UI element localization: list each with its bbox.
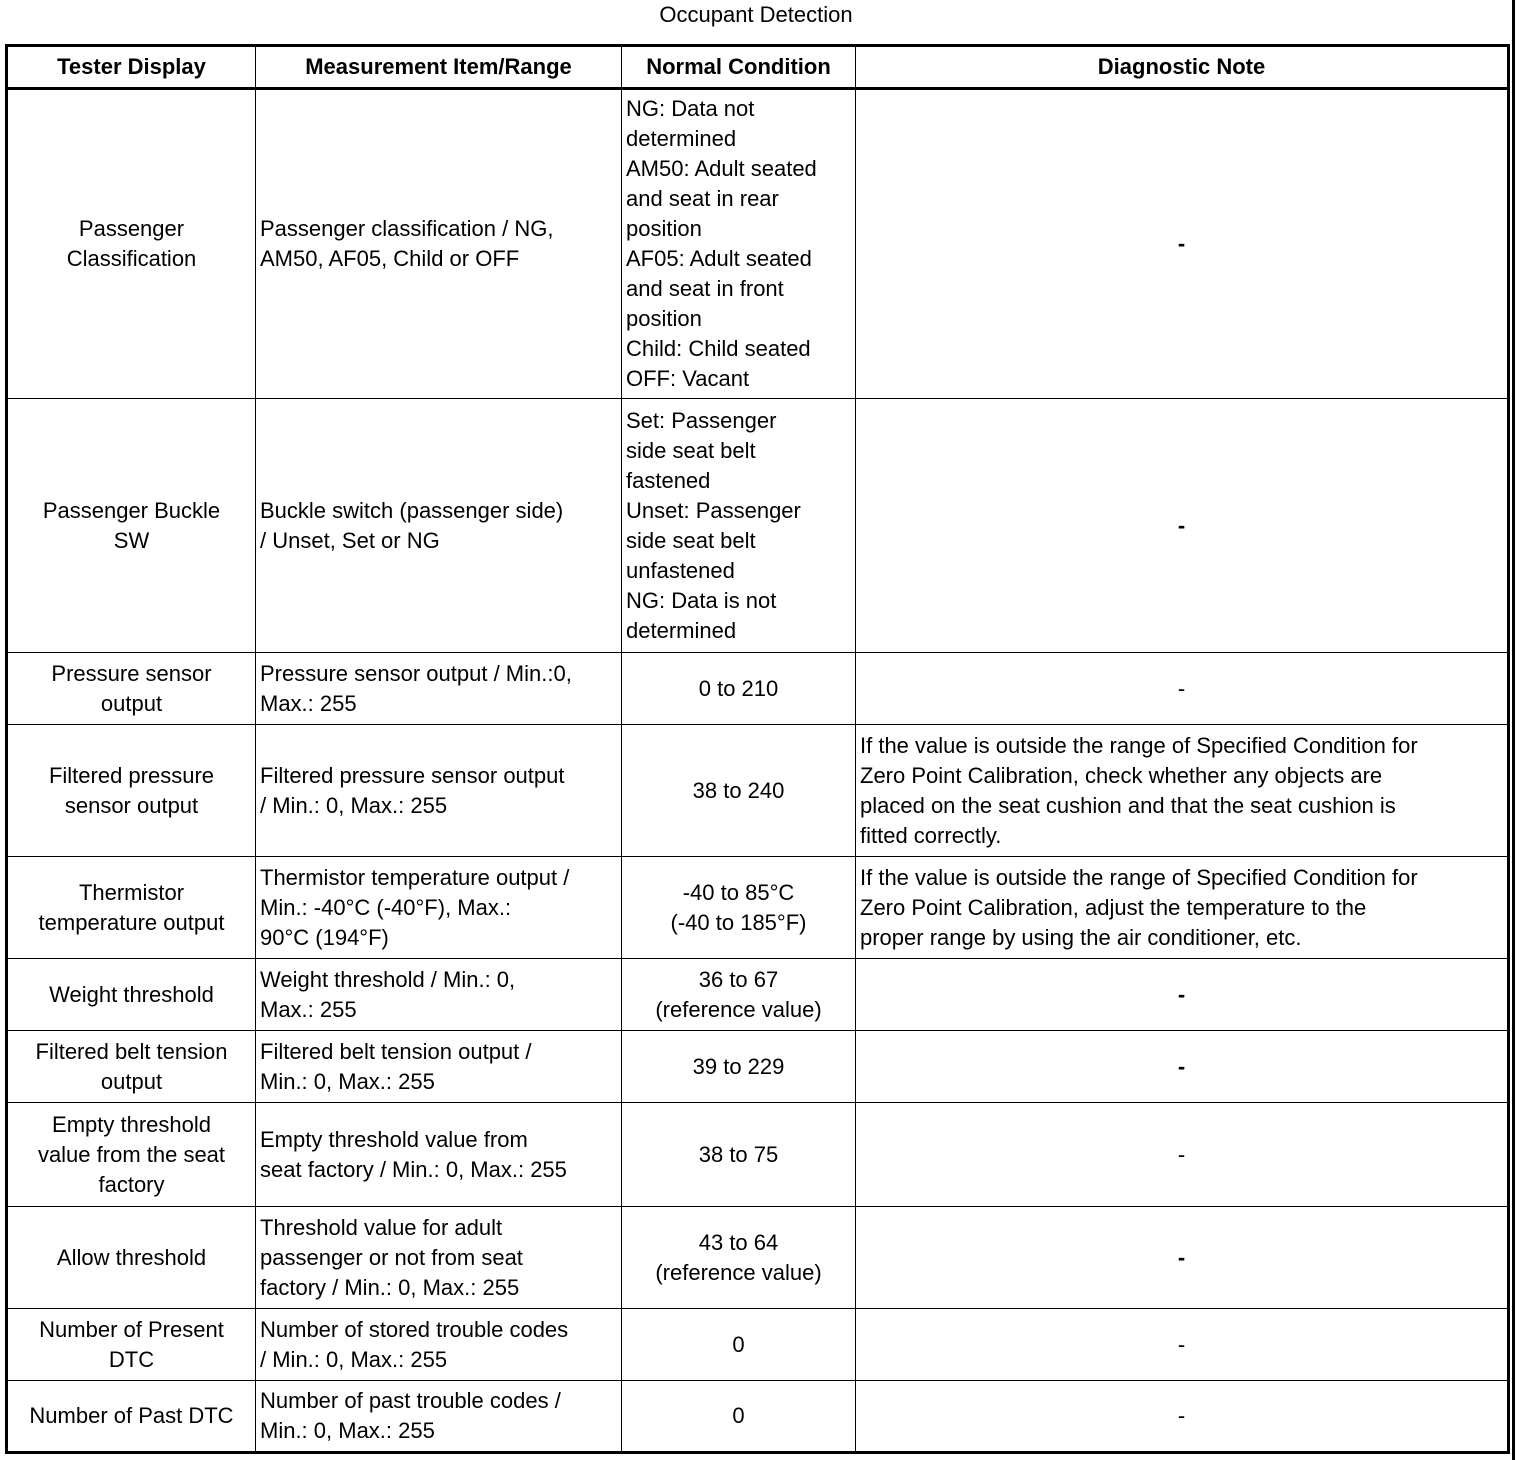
cell-tester-display: Number of Past DTC [7, 1381, 256, 1453]
cell-tester-display: Thermistor temperature output [7, 857, 256, 959]
cell-tester-display: Empty threshold value from the seat factory [7, 1103, 256, 1207]
cell-measurement: Number of stored trouble codes / Min.: 0, Max.: 255 [256, 1309, 622, 1381]
table-header-row [7, 46, 1509, 89]
cell-diagnostic-note: - [856, 653, 1509, 725]
cell-tester-display: Number of Present DTC [7, 1309, 256, 1381]
cell-normal-condition: 43 to 64 (reference value) [622, 1207, 856, 1309]
header-normal-condition: Normal Condition [622, 46, 856, 89]
cell-diagnostic-note: If the value is outside the range of Specified Condition for Zero Point Calibration, check whether any objects are placed on the seat cushion and that the seat cushion is fitted correctly. [856, 725, 1509, 857]
page-title: Occupant Detection [659, 2, 853, 27]
table-row [7, 959, 1509, 1031]
cell-tester-display: Filtered belt tension output [7, 1031, 256, 1103]
cell-measurement: Passenger classification / NG, AM50, AF05, Child or OFF [256, 89, 622, 399]
cell-diagnostic-note: - [856, 1103, 1509, 1207]
cell-tester-display: Allow threshold [7, 1207, 256, 1309]
table-row [7, 1207, 1509, 1309]
table-row [7, 1103, 1509, 1207]
cell-measurement: Filtered belt tension output / Min.: 0, Max.: 255 [256, 1031, 622, 1103]
table-row [7, 89, 1509, 399]
cell-measurement: Threshold value for adult passenger or not from seat factory / Min.: 0, Max.: 255 [256, 1207, 622, 1309]
cell-tester-display: Weight threshold [7, 959, 256, 1031]
cell-diagnostic-note: - [856, 1207, 1509, 1309]
cell-normal-condition: -40 to 85°C (-40 to 185°F) [622, 857, 856, 959]
cell-normal-condition: Set: Passenger side seat belt fastened Unset: Passenger side seat belt unfastened NG: Data is not determined [622, 399, 856, 653]
cell-measurement: Thermistor temperature output / Min.: -40°C (-40°F), Max.: 90°C (194°F) [256, 857, 622, 959]
header-tester-display: Tester Display [7, 46, 256, 89]
cell-normal-condition: 0 to 210 [622, 653, 856, 725]
cell-measurement: Filtered pressure sensor output / Min.: 0, Max.: 255 [256, 725, 622, 857]
cell-diagnostic-note: - [856, 399, 1509, 653]
header-diagnostic-note: Diagnostic Note [856, 46, 1509, 89]
cell-normal-condition: 0 [622, 1381, 856, 1453]
cell-diagnostic-note: - [856, 89, 1509, 399]
cell-normal-condition: NG: Data not determined AM50: Adult seated and seat in rear position AF05: Adult seated and seat in front position Child: Child seated OFF: Vacant [622, 89, 856, 399]
cell-tester-display: Pressure sensor output [7, 653, 256, 725]
cell-normal-condition: 39 to 229 [622, 1031, 856, 1103]
cell-diagnostic-note: - [856, 1031, 1509, 1103]
cell-measurement: Weight threshold / Min.: 0, Max.: 255 [256, 959, 622, 1031]
cell-measurement: Empty threshold value from seat factory / Min.: 0, Max.: 255 [256, 1103, 622, 1207]
table-row [7, 725, 1509, 857]
table-row [7, 653, 1509, 725]
table-row [7, 1031, 1509, 1103]
cell-normal-condition: 38 to 75 [622, 1103, 856, 1207]
table-row [7, 1309, 1509, 1381]
cell-diagnostic-note: If the value is outside the range of Specified Condition for Zero Point Calibration, adjust the temperature to the proper range by using the air conditioner, etc. [856, 857, 1509, 959]
cell-normal-condition: 36 to 67 (reference value) [622, 959, 856, 1031]
table-row [7, 399, 1509, 653]
occupant-detection-table [5, 44, 1510, 1454]
table-row [7, 1381, 1509, 1453]
cell-measurement: Pressure sensor output / Min.:0, Max.: 255 [256, 653, 622, 725]
right-border-rule [1512, 0, 1515, 1460]
header-measurement: Measurement Item/Range [256, 46, 622, 89]
cell-measurement: Number of past trouble codes / Min.: 0, Max.: 255 [256, 1381, 622, 1453]
table-row [7, 857, 1509, 959]
cell-tester-display: Filtered pressure sensor output [7, 725, 256, 857]
cell-diagnostic-note: - [856, 1309, 1509, 1381]
cell-diagnostic-note: - [856, 1381, 1509, 1453]
cell-measurement: Buckle switch (passenger side) / Unset, Set or NG [256, 399, 622, 653]
cell-diagnostic-note: - [856, 959, 1509, 1031]
cell-tester-display: Passenger Classification [7, 89, 256, 399]
cell-normal-condition: 38 to 240 [622, 725, 856, 857]
cell-tester-display: Passenger Buckle SW [7, 399, 256, 653]
cell-normal-condition: 0 [622, 1309, 856, 1381]
